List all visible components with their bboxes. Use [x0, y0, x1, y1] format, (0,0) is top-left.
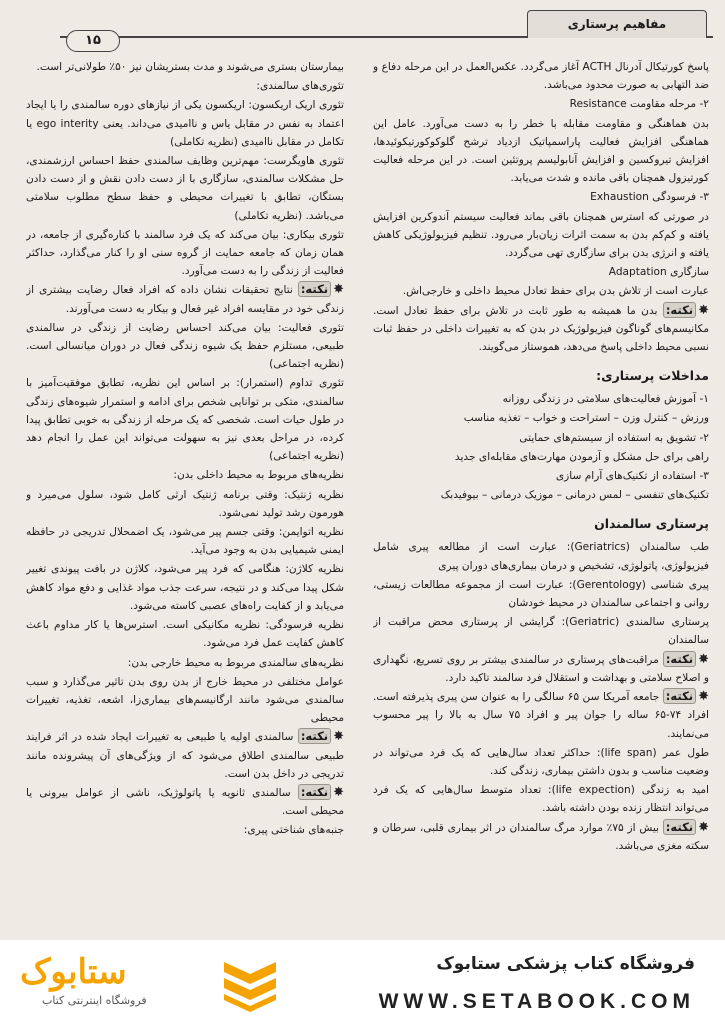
- logo-subtitle: فروشگاه اینترنتی کتاب: [42, 994, 147, 1007]
- body-paragraph: سازگاری Adaptation: [608, 266, 709, 279]
- body-paragraph: طب سالمندان (Geriatrics): عبارت است از مطالعه پیری شامل فیزیولوژی، پاتولوژی، تشخیص و درمان بیماری‌های دوران پیری: [373, 541, 709, 572]
- body-paragraph: نظریه ژنتیک: وقتی برنامه ژنتیک ارثی کامل شود، سلول می‌میرد و هورمون رشد تولید نمی‌شود.: [26, 488, 344, 519]
- body-paragraph: عبارت است از تلاش بدن برای حفظ تعادل محیط داخلی و خارجی‌اش.: [402, 285, 709, 298]
- star-icon: ✸: [333, 784, 344, 800]
- website-link[interactable]: WWW.SETABOOK.COM: [378, 990, 695, 1013]
- note-label: نکته:: [663, 688, 696, 704]
- body-paragraph: جنبه‌های شناختی پیری:: [243, 824, 344, 837]
- book-stack-icon: [220, 954, 280, 1012]
- section-heading: پرستاری سالمندان: [594, 516, 709, 532]
- store-logo[interactable]: [20, 950, 290, 1016]
- body-paragraph: تئوری‌های سالمندی:: [256, 80, 344, 93]
- note-label: نکته:: [298, 784, 331, 800]
- note-paragraph: [373, 819, 709, 855]
- note-text: سالمندی اولیه یا طبیعی به تغییرات ایجاد شده در اثر فرایند طبیعی سالمندی اطلاق می‌شود که از ویژگی‌های آن پیشرونده مانند تدریجی در داخل بدن است.: [26, 731, 344, 780]
- note-label: نکته:: [298, 728, 331, 744]
- note-paragraph: [373, 302, 709, 357]
- body-paragraph: در صورتی که استرس همچنان باقی بماند فعالیت سیستم آندوکرین افزایش یافته و کم‌کم بدن به سمت اثرات زیان‌بار می‌رود. تنظیم فیزیولوژیکی کاهش یافته و انرژی بدن برای سازگاری تهی می‌گردد.: [373, 210, 709, 260]
- page-number: ۱۵: [66, 30, 120, 52]
- body-paragraph: عوامل مختلفی در محیط خارج از بدن روی بدن تاثیر می‌گذارد و سبب سالمندی می‌شود مانند ارگانیسم‌های بیماری‌زا، اشعه، تغذیه، تغییرات محیطی: [26, 675, 344, 725]
- note-label: نکته:: [663, 651, 696, 667]
- body-paragraph: بیمارستان بستری می‌شوند و مدت بستریشان نیز ۵۰٪ طولانی‌تر است.: [36, 61, 344, 73]
- body-paragraph: بدن هماهنگی و مقاومت مقابله با خطر را به دست می‌آورد. عامل این هماهنگی افزایش فعالیت پاراسمپاتیک ازدیاد ترشح گلوکوکورتیکوئیدها، افزایش تیروکسین و افزایش آنابولیسم پروتئین است. در این مرحله فعالیت کورتیزول همچنان باقی مانده و شدت می‌یابد.: [373, 117, 709, 185]
- body-paragraph: ۳- استفاده از تکنیک‌های آرام سازی: [555, 470, 709, 483]
- section-heading: مداخلات پرستاری:: [596, 368, 709, 384]
- body-paragraph: نظریه اتوایمن: وقتی جسم پیر می‌شود، یک اضمحلال تدریجی در حافظه ایمنی شیمیایی بدن به وجود می‌آید.: [26, 526, 344, 557]
- star-icon: ✸: [698, 689, 709, 705]
- body-paragraph: نظریه کلاژن: هنگامی که فرد پیر می‌شود، کلاژن در بافت پیوندی تغییر شکل پیدا می‌کند و در نتیجه، سرعت جذب مواد غذایی و دفع مواد کاهش می‌یابد و از کفایت راه‌های عصبی کاسته می‌شود.: [26, 563, 344, 612]
- store-name: فروشگاه کتاب پزشکی ستابوک: [436, 954, 695, 974]
- body-paragraph: تئوری تداوم (استمرار): بر اساس این نظریه، تطابق موفقیت‌آمیز با سالمندی، متکی بر توانایی شخص برای ادامه و استمرار شیوه‌های زندگی در طول حیات است. شخصی که یک مرحله از زندگی به خوبی تطابق پیدا کرده، در مراحل بعدی نیز به سهولت می‌تواند این عمل را انجام دهد (نظریه اجتماعی): [26, 377, 344, 463]
- note-text: نتایج تحقیقات نشان داده که افراد فعال رضایت بیشتری از زندگی خود در مقایسه افراد غیر فعال و بیکار به دست می‌آورند.: [26, 284, 344, 315]
- body-paragraph: نظریه‌های سالمندی مربوط به محیط خارجی بدن:: [127, 656, 344, 669]
- note-text: بیش از ۷۵٪ موارد مرگ سالمندان در اثر بیماری قلبی، سرطان و سکته مغزی می‌باشد.: [373, 821, 709, 852]
- chapter-title: مفاهیم پرستاری: [527, 10, 707, 38]
- body-paragraph: ۲- مرحله مقاومت Resistance: [569, 98, 709, 111]
- body-paragraph: پرستاری سالمندی (Geriatric): گرایشی از پرستاری محض مراقبت از سالمندان: [373, 616, 709, 647]
- note-text: مراقبت‌های پرستاری در سالمندی بیشتر بر روی تسریع، نگهداری و اصلاح سلامتی و بهداشت و استقلال فرد سالمند تاکید دارد.: [373, 653, 709, 684]
- body-paragraph: پاسخ کورتیکال آدرنال ACTH آغاز می‌گردد. عکس‌العمل در این مرحله دفاع و ضد التهابی به صورت محدود می‌باشد.: [373, 61, 709, 92]
- note-label: نکته:: [298, 281, 331, 297]
- body-paragraph: تکنیک‌های تنفسی – لمس درمانی – موزیک درمانی – بیوفیدبک: [440, 489, 709, 502]
- body-paragraph: نظریه‌های مربوط به محیط داخلی بدن:: [173, 469, 344, 482]
- note-text: جامعه آمریکا سن ۶۵ سالگی را به عنوان سن پیری پذیرفته است. افراد ۷۴-۶۵ ساله را جوان پیر و افراد ۷۵ سال به بالا را پیر محسوب می‌نمایند.: [373, 691, 709, 740]
- note-text: بدن ما همیشه به طور ثابت در تلاش برای حفظ تعادل است. مکانیسم‌های گوناگون فیزیولوژیک در بدن که به تغییرات داخلی در حفظ ثبات نسبی محیط داخلی پاسخ می‌دهد، هموستاز می‌گویند.: [373, 304, 709, 354]
- note-paragraph: [26, 281, 344, 317]
- body-paragraph: ۳- فرسودگی Exhaustion: [590, 191, 709, 204]
- body-paragraph: نظریه فرسودگی: نظریه مکانیکی است. استرس‌ها یا کار مداوم باعث کاهش کفایت عمل فرد می‌شود.: [26, 619, 344, 650]
- note-paragraph: [373, 651, 709, 687]
- body-paragraph: تئوری هاویگرست: مهم‌ترین وظایف سالمندی حفظ احساس ارزشمندی، حل مشکلات سالمندی، سازگاری با از دست دادن نقش و از دست دادن بستگان، تطابق با تغییرات محیطی و حفظ سطح مطلوب سلامتی می‌باشد. (نظریه تکاملی): [26, 155, 344, 222]
- body-paragraph: امید به زندگی (life expection): تعداد متوسط سال‌هایی که یک فرد می‌تواند انتظار زنده بودن داشته باشد.: [373, 784, 709, 815]
- body-paragraph: پیری شناسی (Gerentology): عبارت است از مجموعه مطالعات زیستی، روانی و اجتماعی سالمندان در محیط خودشان: [373, 578, 709, 610]
- note-paragraph: [26, 728, 344, 783]
- body-paragraph: ورزش – کنترل وزن – استراحت و خواب – تغذیه مناسب: [463, 412, 709, 425]
- right-text-column: [373, 58, 709, 938]
- note-paragraph: [26, 784, 344, 820]
- star-icon: ✸: [698, 651, 709, 667]
- note-text: سالمندی ثانویه یا پاتولوژیک، ناشی از عوامل بیرونی یا محیطی است.: [26, 786, 344, 818]
- star-icon: ✸: [698, 819, 709, 835]
- body-paragraph: ۱- آموزش فعالیت‌های سلامتی در زندگی روزانه: [502, 393, 709, 406]
- body-paragraph: راهی برای حل مشکل و آزمودن مهارت‌های مقابله‌ای جدید: [454, 450, 709, 463]
- star-icon: ✸: [333, 729, 344, 745]
- star-icon: ✸: [698, 302, 709, 318]
- note-paragraph: [373, 688, 709, 743]
- body-paragraph: تئوری اریک اریکسون: اریکسون یکی از نیازهای دوره سالمندی را یا ایجاد اعتماد به نفس در مقابل یاس و ناامیدی می‌داند. یعنی ego interity یا تکامل در مقابل ناامیدی (نظریه تکاملی): [26, 99, 344, 148]
- body-paragraph: طول عمر (life span): حداکثر تعداد سال‌هایی که یک فرد می‌تواند در وضعیت مناسب و بدون داشتن بیماری، زندگی کند.: [373, 746, 709, 777]
- star-icon: ✸: [333, 282, 344, 298]
- note-label: نکته:: [663, 819, 696, 835]
- body-paragraph: تئوری فعالیت: بیان می‌کند احساس رضایت از زندگی در سالمندی طبیعی، مستلزم حفظ یک شیوه زندگی فعال در دوران میانسالی است. (نظریه اجتماعی): [26, 321, 344, 371]
- logo-wordmark: ستابوک: [20, 953, 127, 991]
- note-label: نکته:: [663, 302, 696, 318]
- left-text-column: [26, 58, 344, 940]
- store-footer: [0, 940, 725, 1024]
- body-paragraph: تئوری بیکاری: بیان می‌کند که یک فرد سالمند با کناره‌گیری از جامعه، در همان زمان که جامعه حمایت از گروه سنی او را کنار می‌گذارد، حداکثر فعالیت از زندگی را به دست می‌آورد.: [26, 228, 344, 278]
- body-paragraph: ۲- تشویق به استفاده از سیستم‌های حمایتی: [519, 431, 709, 444]
